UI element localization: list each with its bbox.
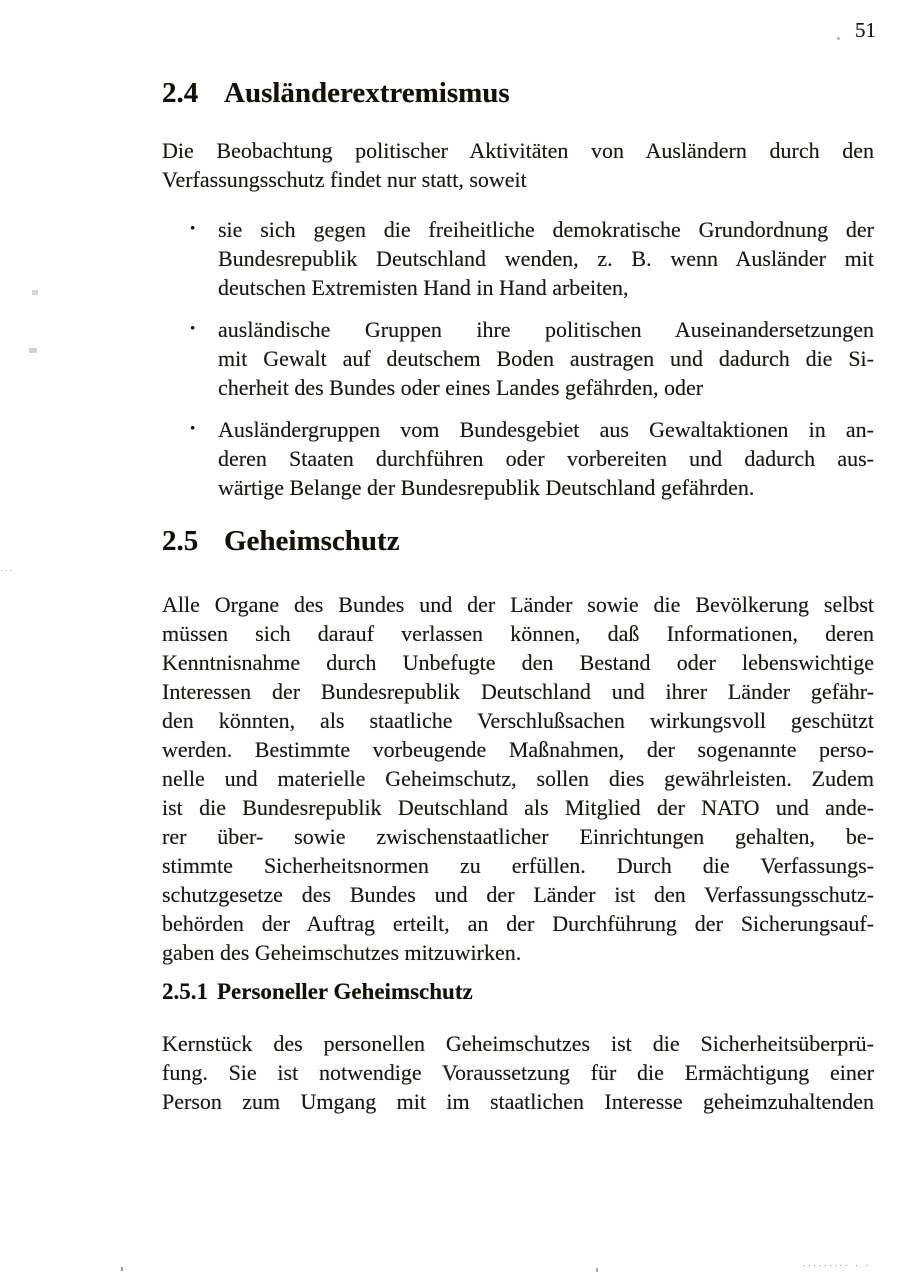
text-line: Verfassungsschutz findet nur statt, soweit bbox=[162, 167, 527, 192]
text-line: den könnten, als staatliche Verschlußsachen wirkungsvoll geschützt bbox=[162, 708, 874, 733]
text-line: Kenntnisnahme durch Unbefugte den Bestand oder lebenswichtige bbox=[162, 650, 874, 675]
heading-2-4 bbox=[162, 79, 874, 108]
bullet-item bbox=[162, 215, 874, 302]
text-line: ist die Bundesrepublik Deutschland als Mitglied der NATO und ande- bbox=[162, 795, 874, 820]
body-paragraph-2-5 bbox=[162, 590, 874, 967]
text-line: werden. Bestimmte vorbeugende Maßnahmen, der sogenannte perso- bbox=[162, 737, 874, 762]
heading-title: Ausländerextremismus bbox=[224, 77, 510, 109]
text-line: deutschen Extremisten Hand in Hand arbeiten, bbox=[218, 275, 629, 300]
body-paragraph-2-5-1 bbox=[162, 1029, 874, 1116]
scan-artifact-smudge bbox=[29, 348, 37, 353]
text-line: Ausländergruppen vom Bundesgebiet aus Gewaltaktionen in an- bbox=[218, 417, 874, 442]
text-line: schutzgesetze des Bundes und der Länder ist den Verfassungsschutz- bbox=[162, 882, 874, 907]
heading-2-5-1 bbox=[162, 980, 874, 1003]
scan-artifact-dot bbox=[837, 37, 840, 40]
text-line: fung. Sie ist notwendige Voraussetzung für die Ermächtigung einer bbox=[162, 1060, 874, 1085]
text-line: behörden der Auftrag erteilt, an der Durchführung der Sicherungsauf- bbox=[162, 911, 874, 936]
heading-2-5 bbox=[162, 527, 874, 556]
bullet-text bbox=[218, 215, 874, 302]
text-line: Bundesrepublik Deutschland wenden, z. B. wenn Ausländer mit bbox=[218, 246, 874, 271]
bullet-item bbox=[162, 415, 874, 502]
text-line: ausländische Gruppen ihre politischen Auseinandersetzungen bbox=[218, 317, 874, 342]
scan-artifact-dots: ... bbox=[0, 562, 15, 574]
text-line: sie sich gegen die freiheitliche demokratische Grundordnung der bbox=[218, 217, 874, 242]
bullet-list bbox=[162, 215, 874, 515]
bullet-icon: • bbox=[190, 421, 196, 437]
heading-title: Personeller Geheimschutz bbox=[217, 979, 473, 1004]
text-line: mit Gewalt auf deutschem Boden austragen und dadurch die Si- bbox=[218, 346, 874, 371]
bullet-icon: • bbox=[190, 221, 196, 237]
text-line: Alle Organe des Bundes und der Länder sowie die Bevölkerung selbst bbox=[162, 592, 874, 617]
bullet-icon: • bbox=[190, 321, 196, 337]
scan-artifact-tick bbox=[121, 1267, 123, 1271]
text-line: Kernstück des personellen Geheimschutzes ist die Sicherheitsüberprü- bbox=[162, 1031, 874, 1056]
text-line: stimmte Sicherheitsnormen zu erfüllen. Durch die Verfassungs- bbox=[162, 853, 874, 878]
intro-paragraph bbox=[162, 136, 874, 194]
text-line: Person zum Umgang mit im staatlichen Interesse geheimzuhaltenden bbox=[162, 1089, 874, 1114]
heading-title: Geheimschutz bbox=[224, 525, 400, 557]
scan-artifact-smudge bbox=[32, 290, 38, 295]
text-line: Die Beobachtung politischer Aktivitäten von Ausländern durch den bbox=[162, 138, 874, 163]
text-line: wärtige Belange der Bundesrepublik Deutschland gefährden. bbox=[218, 475, 755, 500]
text-line: gaben des Geheimschutzes mitzuwirken. bbox=[162, 940, 522, 965]
text-line: nelle und materielle Geheimschutz, sollen dies gewährleisten. Zudem bbox=[162, 766, 874, 791]
heading-number: 2.5.1 bbox=[162, 979, 208, 1004]
text-line: deren Staaten durchführen oder vorbereiten und dadurch aus- bbox=[218, 446, 874, 471]
scan-artifact-tick bbox=[596, 1268, 598, 1272]
text-line: rer über- sowie zwischenstaatlicher Einrichtungen gehalten, be- bbox=[162, 824, 874, 849]
heading-number: 2.4 bbox=[162, 77, 199, 109]
bullet-text bbox=[218, 415, 874, 502]
page-number: 51 bbox=[855, 18, 876, 42]
heading-number: 2.5 bbox=[162, 525, 199, 557]
scan-artifact-dots: ......... . . bbox=[803, 1258, 872, 1268]
text-line: Interessen der Bundesrepublik Deutschland und ihrer Länder gefähr- bbox=[162, 679, 874, 704]
bullet-text bbox=[218, 315, 874, 402]
text-line: cherheit des Bundes oder eines Landes gefährden, oder bbox=[218, 375, 704, 400]
bullet-item bbox=[162, 315, 874, 402]
text-line: müssen sich darauf verlassen können, daß Informationen, deren bbox=[162, 621, 874, 646]
